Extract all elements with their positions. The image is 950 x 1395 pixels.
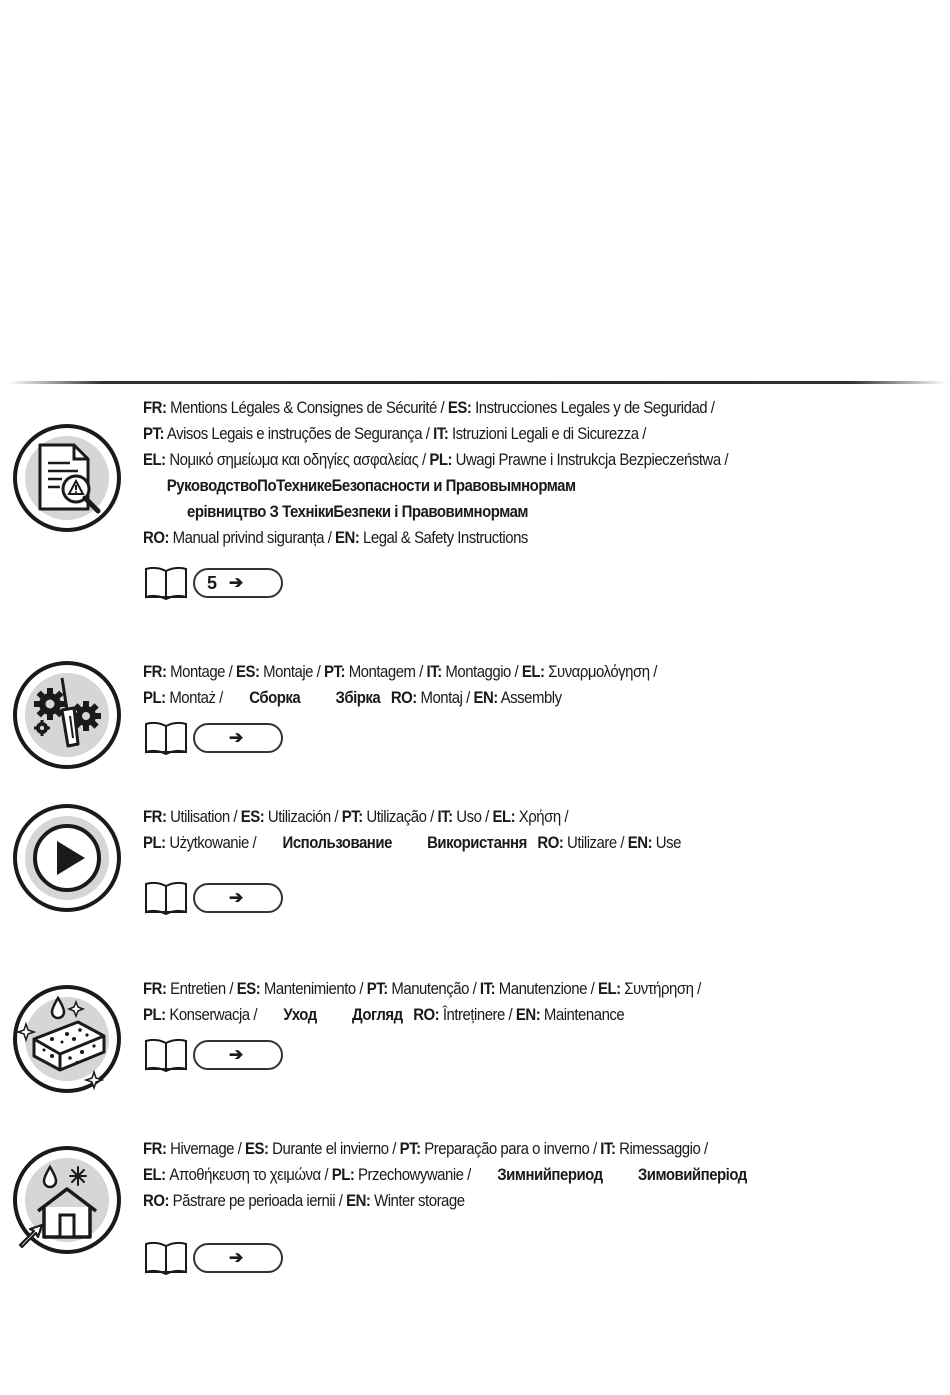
page-pill[interactable]	[193, 568, 283, 598]
language-code: EN:	[473, 688, 498, 707]
translation-text: Συντήρηση /	[620, 979, 701, 998]
translation-text: Uso /	[452, 807, 493, 826]
language-code: Использование	[282, 833, 392, 852]
translation-text: Συναρμολόγηση /	[544, 662, 657, 681]
open-book-icon	[143, 1240, 189, 1276]
text-line	[143, 685, 838, 711]
arrow-right-icon: ➔	[229, 888, 244, 907]
translation-text: Winter storage	[370, 1191, 465, 1210]
text-line	[143, 804, 838, 830]
language-code: Зимовийперіод	[637, 1165, 747, 1184]
language-code: FR:	[143, 662, 167, 681]
translation-text: Νομικό σημείωμα και οδηγίες ασφαλείας /	[165, 450, 430, 469]
language-code: EL:	[143, 450, 166, 469]
language-code: PL:	[143, 688, 166, 707]
text-line	[143, 421, 838, 447]
text-line	[143, 830, 838, 856]
language-code: RO:	[413, 1005, 440, 1024]
language-code: FR:	[143, 1139, 167, 1158]
translation-text: Montagem /	[345, 662, 427, 681]
language-code: Використання	[427, 833, 527, 852]
text-line	[143, 525, 838, 551]
page-reference[interactable]	[143, 720, 283, 756]
translation-text: Montaggio /	[441, 662, 522, 681]
language-code: PL:	[143, 833, 166, 852]
section-text	[143, 659, 838, 711]
translation-text: Păstrare pe perioada iernii /	[168, 1191, 347, 1210]
page-number: 5	[207, 572, 218, 593]
translation-text: Assembly	[497, 688, 562, 707]
language-code: EN:	[515, 1005, 541, 1024]
translation-text: Użytkowanie /	[165, 833, 257, 852]
translation-text: Legal & Safety Instructions	[359, 528, 528, 547]
language-code: PT:	[366, 979, 388, 998]
translation-text: Manutenção /	[387, 979, 480, 998]
language-code: Уход	[283, 1005, 317, 1024]
section-text	[143, 395, 838, 551]
arrow-right-icon: ➔	[229, 1248, 244, 1267]
translation-text: Χρήση /	[515, 807, 569, 826]
language-code: EL:	[492, 807, 516, 826]
language-code: IT:	[479, 979, 496, 998]
translation-text: Utilisation /	[166, 807, 241, 826]
text-line	[143, 659, 838, 685]
open-book-icon	[143, 1037, 189, 1073]
translation-text: Montaje /	[259, 662, 325, 681]
language-code: RO:	[537, 833, 564, 852]
translation-text: Instrucciones Legales y de Seguridad /	[471, 398, 715, 417]
language-code: FR:	[143, 398, 167, 417]
translation-text: Konserwacja /	[165, 1005, 257, 1024]
text-line	[143, 447, 838, 473]
section-text	[143, 1136, 838, 1214]
language-code: FR:	[143, 979, 167, 998]
arrow-right-icon: ➔	[229, 573, 244, 592]
text-line	[143, 1002, 838, 1028]
language-code: PL:	[429, 450, 452, 469]
text-line	[143, 395, 838, 421]
language-code: IT:	[426, 662, 442, 681]
language-code: RO:	[143, 528, 169, 547]
language-code: ES:	[236, 662, 260, 681]
page-reference[interactable]	[143, 565, 283, 601]
translation-text: Montaj /	[416, 688, 474, 707]
language-code: IT:	[437, 807, 453, 826]
language-code: EN:	[335, 528, 360, 547]
language-code: RO:	[390, 688, 417, 707]
translation-text: Avisos Legais e instruções de Segurança /	[163, 424, 434, 443]
translation-text: Entretien /	[166, 979, 237, 998]
language-code: IT:	[433, 424, 449, 443]
translation-text: Use	[652, 833, 681, 852]
language-code: FR:	[143, 807, 167, 826]
gears-screwdriver-icon	[12, 660, 122, 770]
open-book-icon	[143, 880, 189, 916]
translation-text: Hivernage /	[166, 1139, 246, 1158]
translation-text: Mentions Légales & Consignes de Sécurité /	[166, 398, 448, 417]
translation-text: Întreținere /	[439, 1005, 516, 1024]
text-line	[143, 1188, 838, 1214]
document-warning-icon	[12, 423, 122, 533]
page-reference[interactable]	[143, 1037, 283, 1073]
language-code: Сборка	[249, 688, 301, 707]
translation-text: Montaż /	[165, 688, 223, 707]
text-line	[143, 473, 838, 499]
language-code: ерівництво З ТехнікиБезпеки і Правовимнормам	[187, 502, 529, 521]
language-code: Зимнийпериод	[497, 1165, 603, 1184]
language-code: PT:	[399, 1139, 421, 1158]
translation-text: Αποθήκευση το χειμώνα /	[165, 1165, 332, 1184]
text-line	[143, 1136, 838, 1162]
translation-text: Manual privind siguranța /	[168, 528, 336, 547]
text-line	[143, 499, 838, 525]
sponge-cleaning-icon	[12, 984, 122, 1094]
text-line	[143, 976, 838, 1002]
page-reference[interactable]	[143, 1240, 283, 1276]
section-text	[143, 976, 838, 1028]
language-code: EL:	[597, 979, 621, 998]
translation-text: Utilizare /	[563, 833, 628, 852]
translation-text: Manutenzione /	[495, 979, 598, 998]
translation-text: Preparação para o inverno /	[420, 1139, 601, 1158]
language-code: PL:	[143, 1005, 166, 1024]
winter-house-icon	[12, 1145, 122, 1255]
top-divider	[8, 381, 946, 384]
translation-text: Utilização /	[362, 807, 438, 826]
translation-text: Rimessaggio /	[615, 1139, 708, 1158]
translation-text: Mantenimiento /	[260, 979, 367, 998]
language-code: PT:	[143, 424, 164, 443]
open-book-icon	[143, 720, 189, 756]
section-text	[143, 804, 838, 856]
play-icon	[12, 803, 122, 913]
language-code: ES:	[240, 807, 265, 826]
translation-text: Durante el invierno /	[268, 1139, 400, 1158]
page-pill[interactable]	[193, 1040, 283, 1070]
arrow-right-icon: ➔	[229, 728, 244, 747]
arrow-right-icon: ➔	[229, 1045, 244, 1064]
language-code: EN:	[346, 1191, 371, 1210]
translation-text: Utilización /	[264, 807, 342, 826]
translation-text: Przechowywanie /	[354, 1165, 471, 1184]
page-reference[interactable]	[143, 880, 283, 916]
language-code: EL:	[143, 1165, 166, 1184]
language-code: EN:	[627, 833, 653, 852]
language-code: ES:	[447, 398, 472, 417]
language-code: Збірка	[335, 688, 381, 707]
translation-text: Maintenance	[540, 1005, 625, 1024]
page-pill[interactable]	[193, 723, 283, 753]
translation-text: Uwagi Prawne i Instrukcja Bezpieczeństwa /	[451, 450, 729, 469]
language-code: ES:	[236, 979, 261, 998]
page-pill[interactable]	[193, 1243, 283, 1273]
language-code: IT:	[600, 1139, 616, 1158]
translation-text: Montage /	[166, 662, 237, 681]
language-code: РуководствоПоТехникеБезопасности и Правовымнормам	[166, 476, 576, 495]
language-code: PT:	[341, 807, 363, 826]
language-code: ES:	[245, 1139, 269, 1158]
page-pill[interactable]	[193, 883, 283, 913]
language-code: PL:	[331, 1165, 355, 1184]
language-code: PT:	[324, 662, 346, 681]
language-code: RO:	[143, 1191, 169, 1210]
text-line	[143, 1162, 838, 1188]
language-code: Догляд	[351, 1005, 403, 1024]
open-book-icon	[143, 565, 189, 601]
language-code: EL:	[521, 662, 545, 681]
translation-text: Istruzioni Legali e di Sicurezza /	[448, 424, 646, 443]
